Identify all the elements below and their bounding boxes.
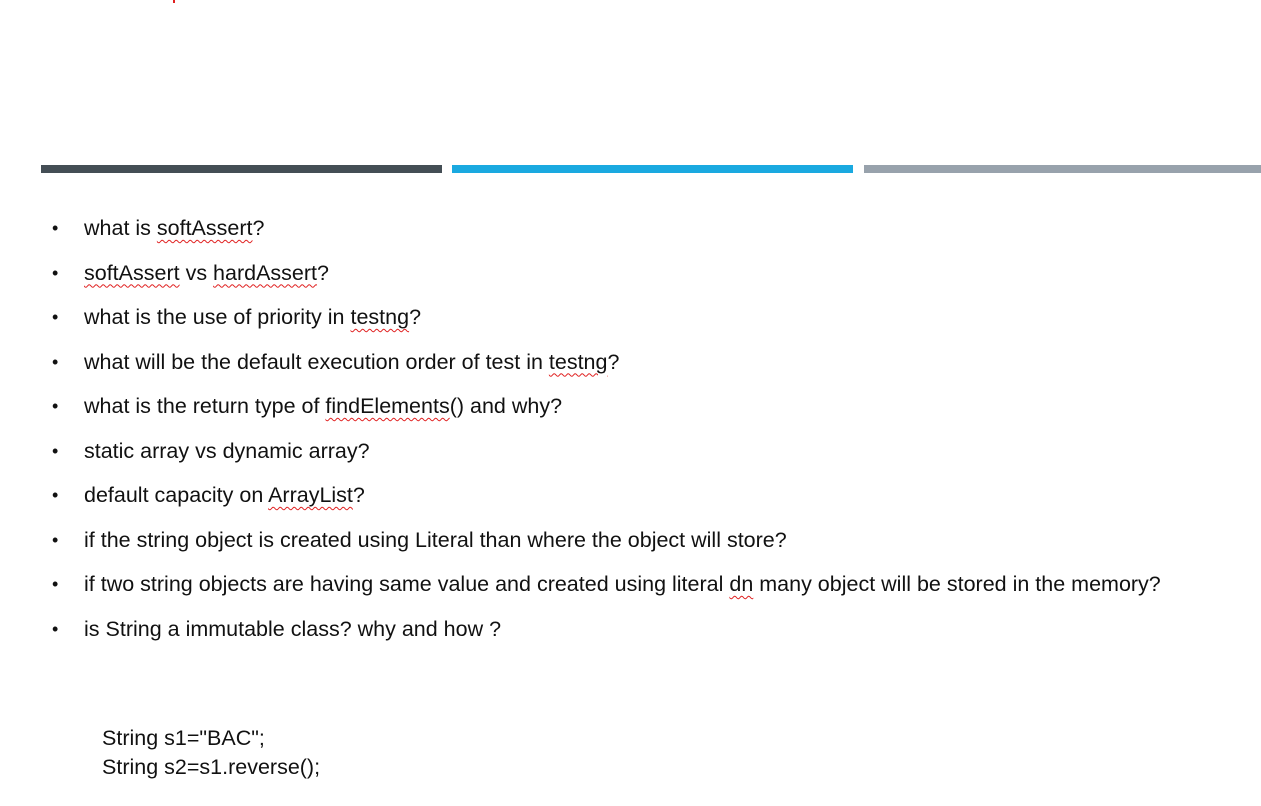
question-text: static array vs dynamic array? [84,438,370,463]
question-text: many object will be stored in the memory? [753,572,1161,596]
question-item [0,251,1261,296]
question-item [0,473,1261,518]
question-item [0,295,1261,340]
question-item [0,429,1261,474]
question-text: what will be the default execution order of test in [84,349,549,374]
question-item [0,518,1261,563]
spellcheck-word: hardAssert [213,260,318,285]
question-text: if the string object is created using Literal than where the object will store? [84,527,787,552]
question-text: what is the return type of [84,394,326,418]
spellcheck-word: testng [548,349,608,374]
question-text: ? [252,216,265,240]
question-text: ? [409,305,422,329]
spellcheck-word: testng [350,305,410,329]
accent-bar-blue [452,165,853,173]
question-text: what is [84,216,157,240]
question-item [0,607,1261,652]
question-text: vs [179,260,214,285]
code-line: String s1="BAC"; [102,726,265,750]
question-text: what is the use of priority in [84,305,351,329]
question-text: if two string objects are having same value and created using literal [84,572,730,596]
spellcheck-word: dn [729,572,754,596]
question-text: ? [352,483,365,507]
question-item [0,562,1261,607]
accent-bar-dark [41,165,442,173]
question-text: ? [607,349,620,374]
code-snippet [102,724,320,782]
spellcheck-word: findElements [325,394,450,418]
spellcheck-word: ArrayList [268,483,353,507]
spellcheck-word: softAssert [84,260,180,285]
red-marker-fragment [173,0,175,3]
question-text: () and why? [449,394,563,418]
question-text: default capacity on [84,483,269,507]
question-item [0,384,1261,429]
code-line: String s2=s1.reverse(); [102,755,321,779]
accent-bar-gray [864,165,1261,173]
spellcheck-word: softAssert [156,216,253,240]
question-text: is String a immutable class? why and how ? [84,616,502,641]
question-list [0,206,1261,651]
question-text: ? [317,260,329,285]
question-item [0,206,1261,251]
question-item [0,340,1261,385]
